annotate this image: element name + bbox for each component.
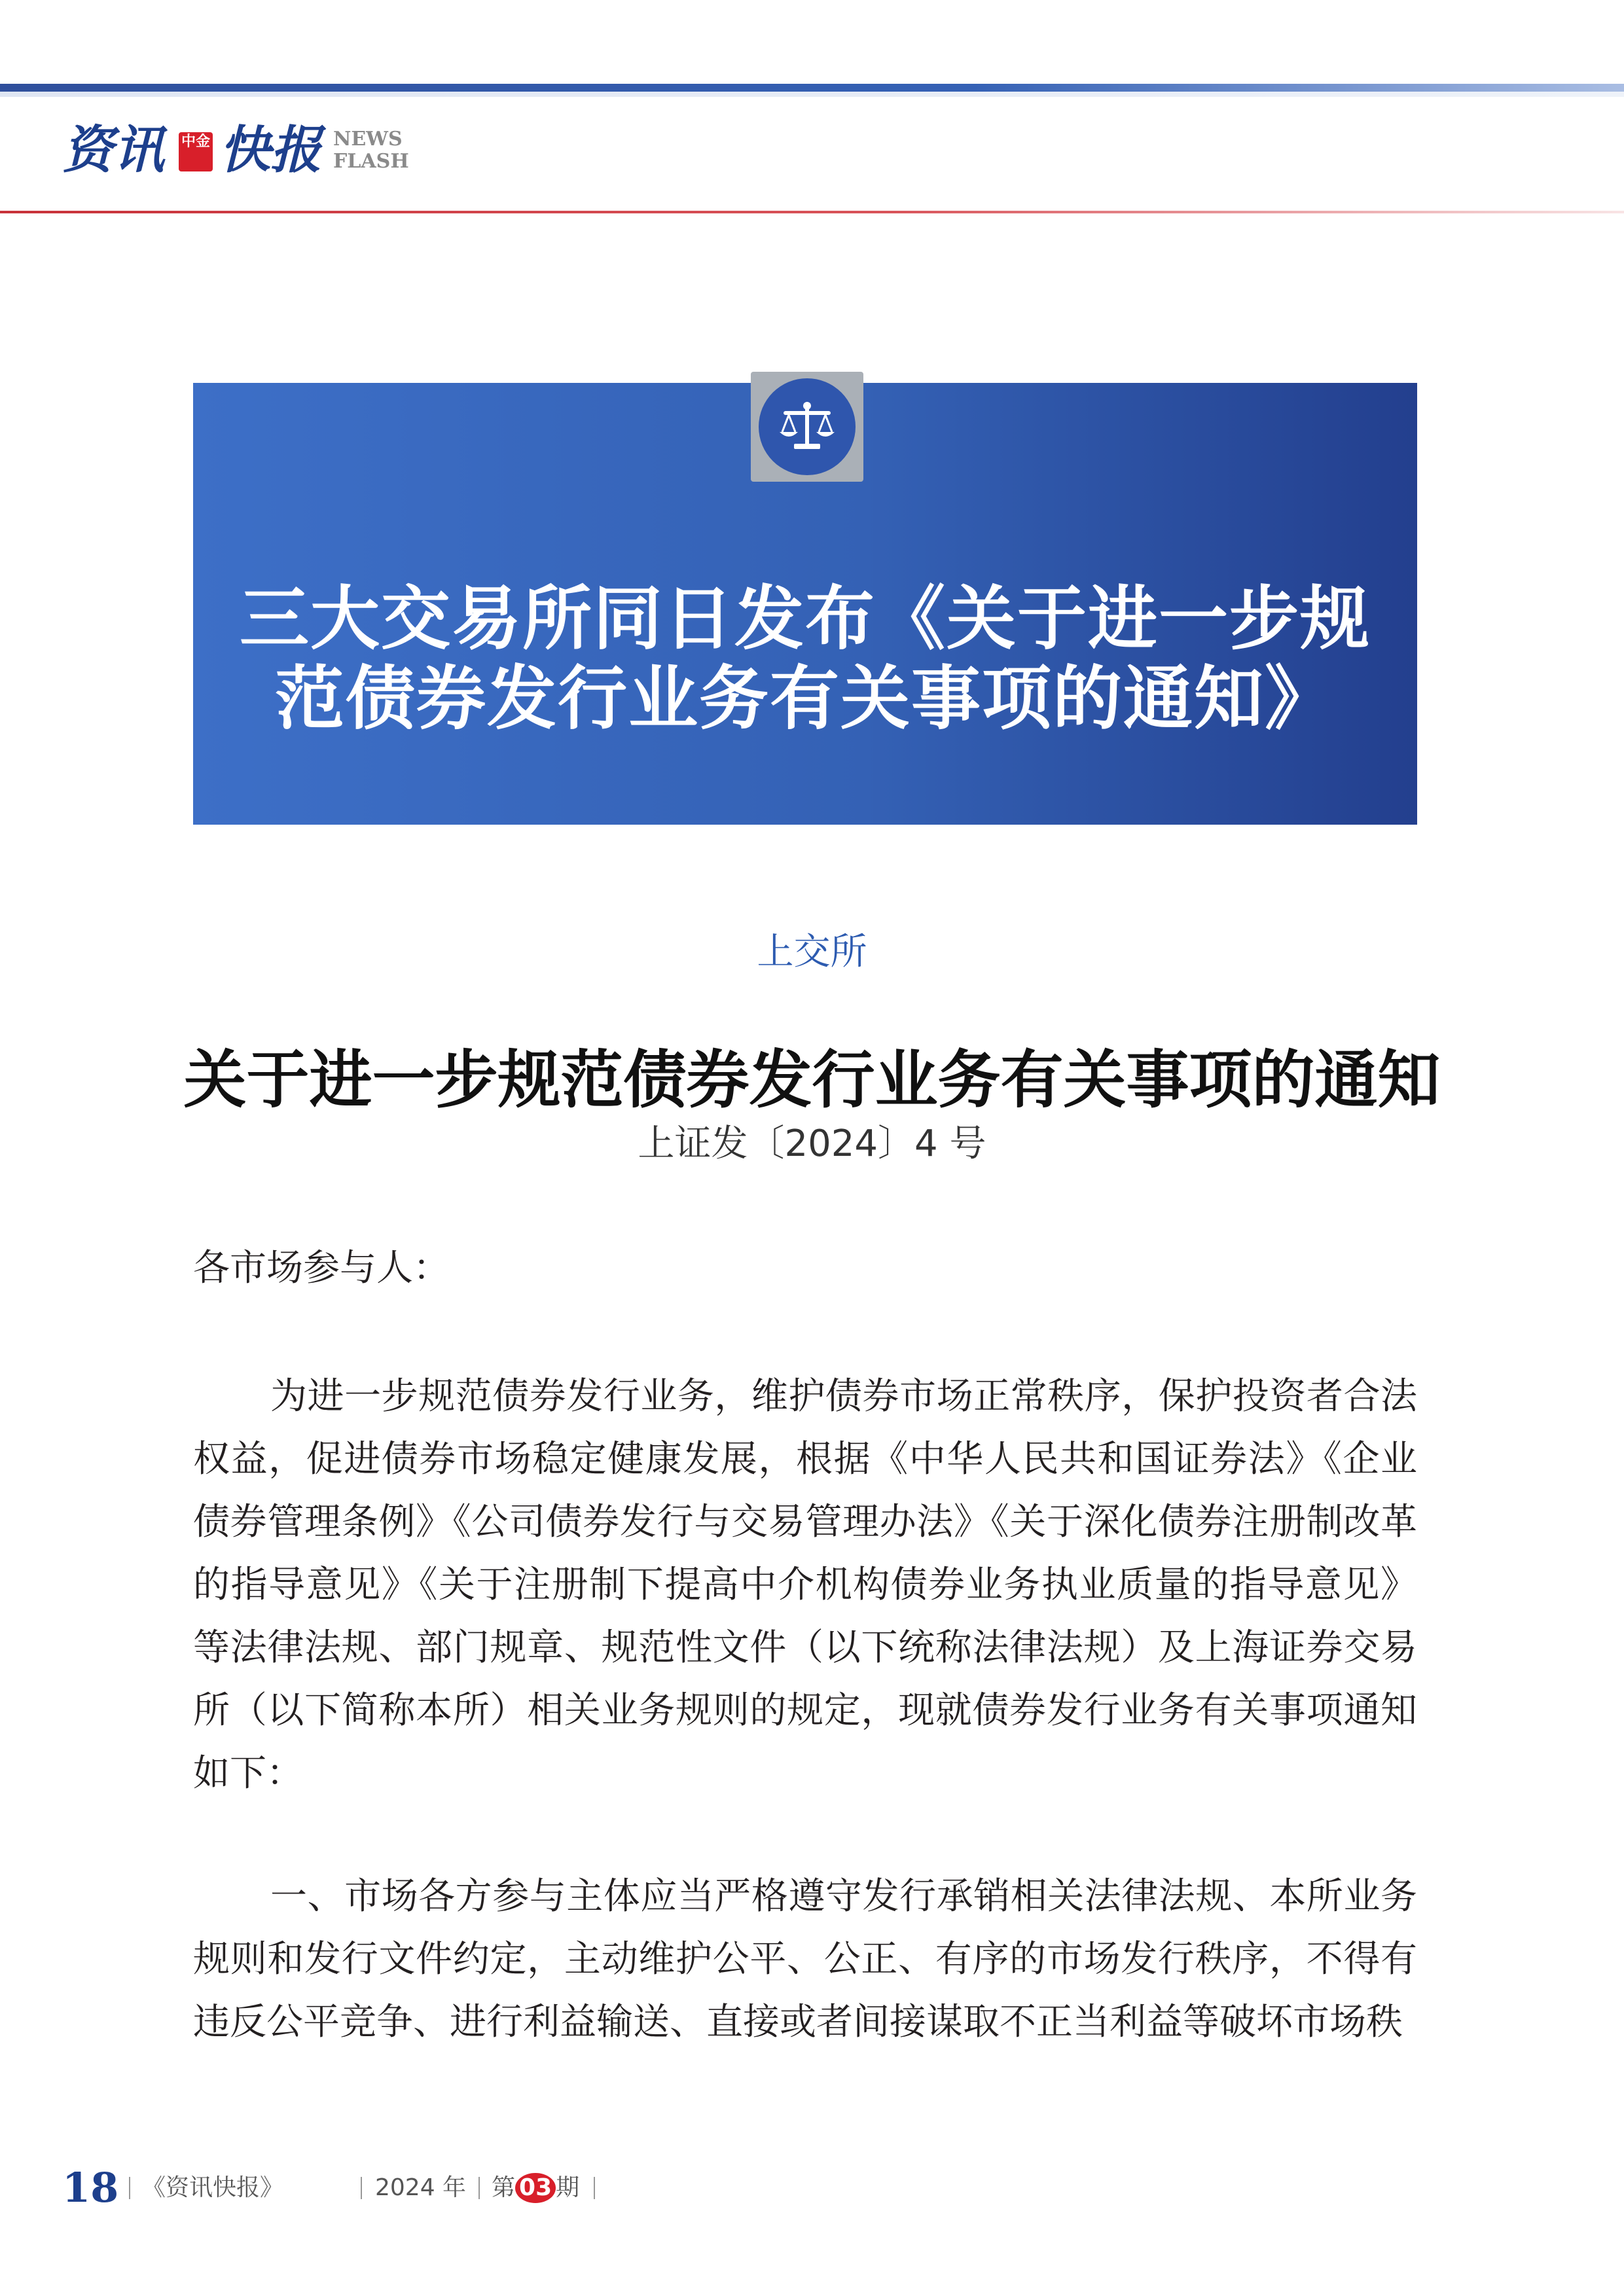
document-source: 上交所 [757, 931, 867, 973]
masthead-title-right: 快报 [219, 120, 322, 180]
banner-title [193, 579, 1417, 739]
document-number: 上证发〔2024〕4 号 [638, 1122, 986, 1165]
masthead-english [333, 128, 409, 173]
page-number: 18 [62, 2164, 119, 2212]
banner-badge [751, 372, 863, 482]
footer-separator [129, 2177, 130, 2199]
banner-title-line2: 范债券发行业务有关事项的通知》 [275, 658, 1335, 739]
header-top-band [0, 84, 1624, 92]
masthead-seal: 中金 [179, 132, 213, 171]
footer-issue-suffix: 期 [556, 2174, 580, 2201]
document-paragraph-2: 一、市场各方参与主体应当严格遵守发行承销相关法律法规、本所业务规则和发行文件约定，主动维护公平、公正、有序的市场发行秩序，不得有违反公平竞争、进行利益输送、直接或者间接谋取不正当利益等破坏市场秩 [193, 1875, 1417, 2043]
footer-separator [594, 2177, 595, 2199]
masthead-title-left: 资讯 [62, 120, 165, 180]
footer-separator [361, 2177, 362, 2199]
masthead-english-line1: NEWS [333, 128, 403, 151]
page-footer [62, 2159, 848, 2217]
footer-issue-prefix: 第 [492, 2174, 516, 2201]
footer-separator [478, 2177, 480, 2199]
footer-issue-number: 03 [515, 2173, 556, 2203]
badge-circle [759, 378, 856, 475]
balance-scale-icon [774, 394, 840, 459]
footer-year: 2024 年 [375, 2174, 467, 2201]
masthead [62, 118, 455, 190]
document-paragraph-1: 为进一步规范债券发行业务，维护债券市场正常秩序，保护投资者合法权益，促进债券市场稳定健康发展，根据《中华人民共和国证券法》《企业债券管理条例》《公司债券发行与交易管理办法》《关于深化债券注册制改革的指导意见》《关于注册制下提高中介机构债券业务执业质量的指导意见》等法律法规、部门规章、规范性文件（以下统称法律法规）及上海证券交易所（以下简称本所）相关业务规则的规定，现就债券发行业务有关事项通知如下： [193, 1375, 1417, 1795]
document-title: 关于进一步规范债券发行业务有关事项的通知 [183, 1043, 1441, 1117]
footer-issue [492, 2173, 579, 2203]
document-salutation: 各市场参与人： [193, 1247, 450, 1289]
header-red-rule [0, 211, 1624, 213]
masthead-english-line2: FLASH [333, 150, 409, 173]
banner-title-line1: 三大交易所同日发布《关于进一步规 [240, 579, 1371, 659]
footer-publication: 《资讯快报》 [142, 2174, 284, 2201]
header-top-band-light [0, 92, 1624, 97]
